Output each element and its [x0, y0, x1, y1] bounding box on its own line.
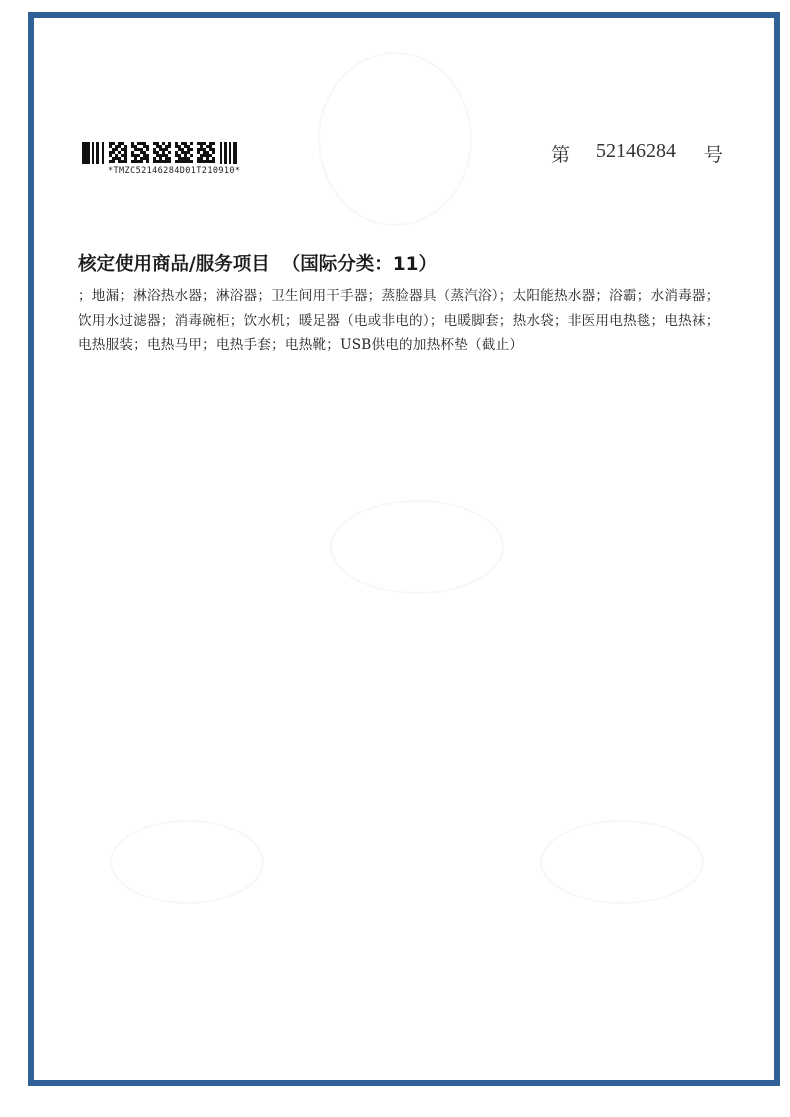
goods-list-text: ；地漏；淋浴热水器；淋浴器；卫生间用干手器；蒸脸器具（蒸汽浴）；太阳能热水器；浴霸；水消毒器；饮用水过滤器；消毒碗柜；饮水机；暖足器（电或非电的）；电暖脚套；热水袋；非医用电热毯；电热袜；电热服装；电热马甲；电热手套；电热靴；USB供电的加热杯垫（截止）: [78, 288, 720, 353]
heading-class-info: （国际分类：11）: [281, 254, 438, 275]
registration-number: [551, 140, 723, 167]
barcode-graphic: [82, 142, 272, 164]
barcode-text: *TMZC52146284D01T210910*: [108, 166, 241, 176]
registration-number-value: 52146284: [596, 140, 677, 162]
section-heading: [78, 250, 437, 276]
registration-prefix: 第: [551, 144, 571, 166]
barcode: [82, 142, 272, 176]
registration-suffix: 号: [704, 144, 724, 166]
heading-title: 核定使用商品/服务项目: [78, 254, 270, 275]
